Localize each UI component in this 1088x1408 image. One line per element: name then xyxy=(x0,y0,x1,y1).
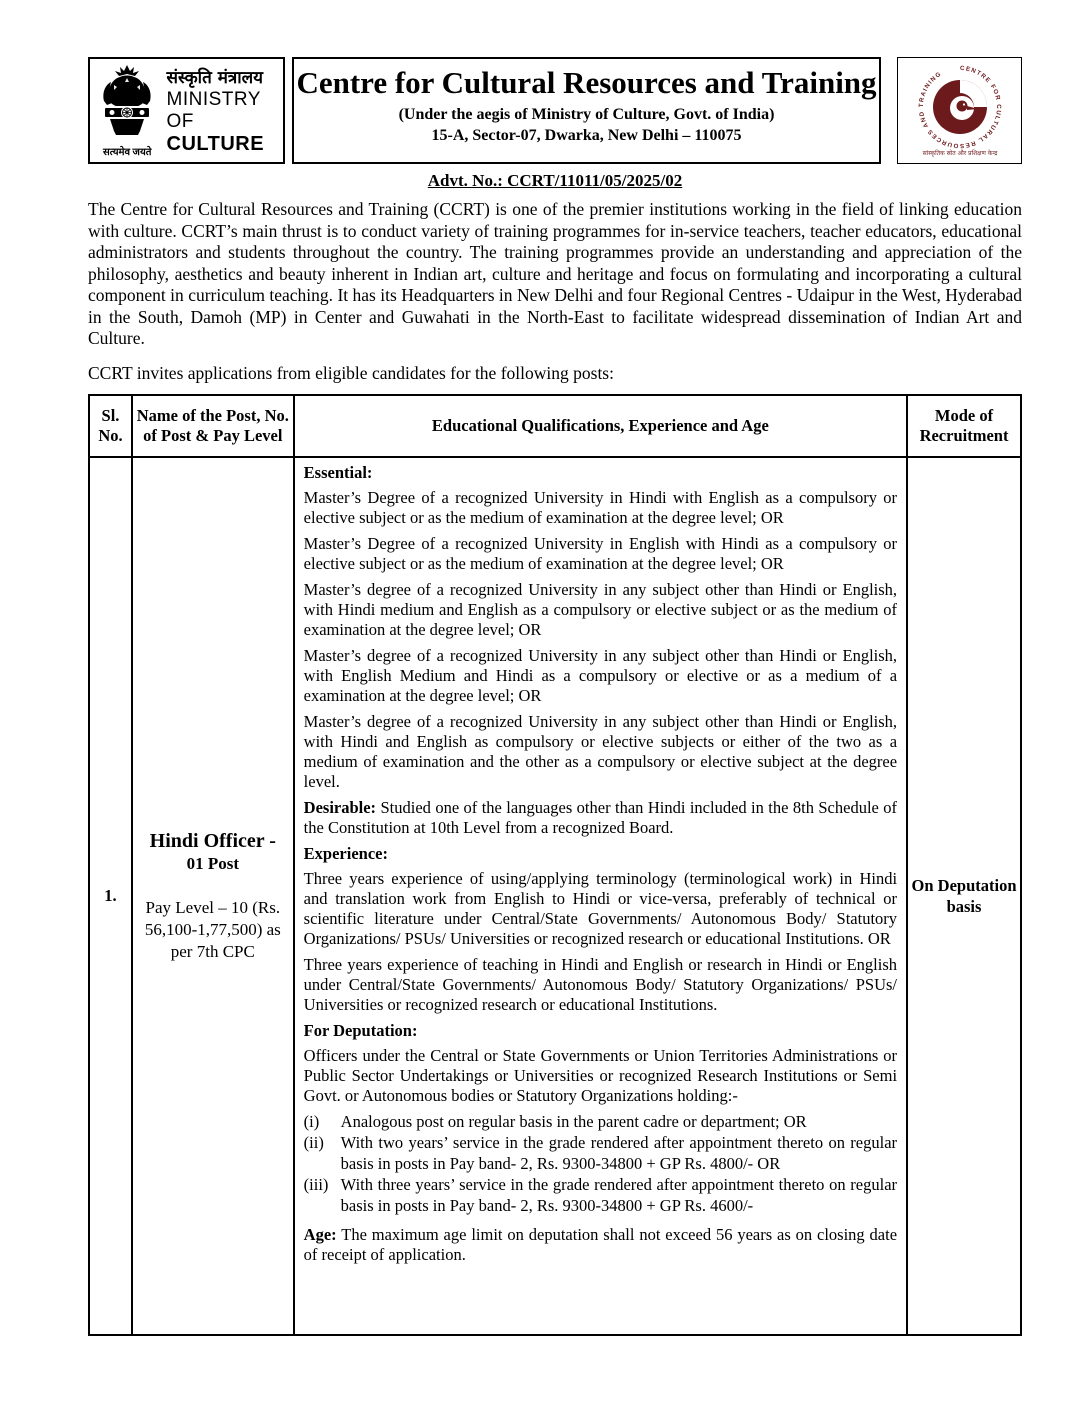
deputation-intro: Officers under the Central or State Governments or Union Territories Administrations or Public Sector Undertakings or Universities or recognized Research Institutions or Semi Govt. or Autonomous bodies or Statutory Organizations holding:- xyxy=(303,1045,898,1105)
ashoka-emblem-icon xyxy=(100,65,154,147)
intro-paragraph: The Centre for Cultural Resources and Training (CCRT) is one of the premier institutions working in the field of linking education with culture. CCRT’s main thrust is to conduct variety of training programmes for in-service teachers, teacher educators, educational administrators and students throughout the country. The training programmes provide an understanding and appreciation of the philosophy, aesthetics and beauty inherent in Indian art, culture and heritage and focus on formulating and incorporating a cultural component in curriculum teaching. It has its Headquarters in New Delhi and four Regional Centres - Udaipur in the West, Hyderabad in the South, Damoh (MP) in Center and Guwahati in the North-East to facilitate widespread dissemination of Indian Art and Culture. xyxy=(88,199,1022,348)
list-item-text: With two years’ service in the grade rendered after appointment thereto on regular basis in posts in Pay band- 2, Rs. 9300-34800 + GP Rs. 4800/- OR xyxy=(340,1133,898,1173)
list-item-text: With three years’ service in the grade rendered after appointment thereto on regular basis in posts in Pay band- 2, Rs. 9300-34800 + GP Rs. 4600/- xyxy=(340,1175,898,1215)
header-qualifications: Educational Qualifications, Experience and Age xyxy=(294,395,907,457)
list-item xyxy=(304,1133,897,1174)
emblem-motto: सत्यमेव जयते xyxy=(103,146,152,158)
ccrt-logo-block xyxy=(897,57,1022,164)
post-count: 01 Post xyxy=(186,853,240,873)
list-item-number: (ii) xyxy=(303,1133,324,1152)
ministry-block xyxy=(88,57,285,164)
ministry-name-line2: CULTURE xyxy=(166,133,265,155)
org-address: 15-A, Sector-07, Dwarka, New Delhi – 110075 xyxy=(431,127,742,144)
age-text: The maximum age limit on deputation shall not exceed 56 years as on closing date of receipt of application. xyxy=(303,1225,898,1264)
list-item-number: (iii) xyxy=(303,1175,329,1194)
svg-text:CENTRE FOR CULTURAL RESOURCES: CENTRE FOR CULTURAL RESOURCES AND TRAINING xyxy=(917,64,1002,149)
header-post-name: Name of the Post, No. of Post & Pay Level xyxy=(132,395,294,457)
table-row xyxy=(89,457,1021,1335)
essential-label: Essential: xyxy=(303,462,373,482)
document-page xyxy=(88,57,1022,1336)
experience-para: Three years experience of teaching in Hindi and English or research in Hindi or English under Central/State Governments/ Autonomous Body/ Statutory Organizations/ PSUs/ Universities or recognized research or educational Institutions. xyxy=(303,954,898,1014)
essential-para: Master’s degree of a recognized University in any subject other than Hindi or English, with Hindi medium and English as a compulsory or elective subject or as the medium of examination at the degree level; OR xyxy=(303,579,898,639)
cell-sl-no: 1. xyxy=(89,457,132,1335)
letterhead xyxy=(88,57,1022,164)
header-sl-no: Sl. No. xyxy=(89,395,132,457)
essential-para: Master’s degree of a recognized University in any subject other than Hindi or English, with Hindi and English as compulsory or elective subjects or either of the two as a medium of examination and the other as a compulsory or elective subject at the degree level. xyxy=(303,711,898,791)
deputation-list xyxy=(304,1112,897,1217)
age-para xyxy=(304,1225,897,1265)
cell-mode-of-recruitment: On Deputation basis xyxy=(907,457,1021,1335)
ccrt-logo-icon xyxy=(904,61,1016,161)
logo-bottom-text: सांस्कृतिक स्रोत और प्रशिक्षण केन्द्र xyxy=(922,149,997,157)
table-header-row xyxy=(89,395,1021,457)
deputation-label: For Deputation: xyxy=(303,1020,418,1040)
list-item-text: Analogous post on regular basis in the parent cadre or department; OR xyxy=(340,1111,807,1131)
experience-para: Three years experience of using/applying terminology (terminological work) in Hindi and translation work from English to Hindi or vice-versa, preferably of technical or scientific literature under Central/State Governments/ Autonomous Body/ Statutory Organizations/ PSUs/ Universities or recognized research or educational Institutions. OR xyxy=(303,868,898,948)
list-item xyxy=(304,1112,897,1133)
invite-line: CCRT invites applications from eligible candidates for the following posts: xyxy=(88,362,614,383)
experience-label: Experience: xyxy=(303,843,388,863)
list-item-number: (i) xyxy=(303,1111,320,1131)
ashoka-emblem xyxy=(96,65,159,159)
header-mode: Mode of Recruitment xyxy=(907,395,1021,457)
ministry-name-line1: MINISTRY OF xyxy=(166,89,261,132)
org-subtitle: (Under the aegis of Ministry of Culture, Govt. of India) xyxy=(398,106,775,123)
desirable-text: Studied one of the languages other than Hindi included in the 8th Schedule of the Constitution at 10th Level from a recognized Board. xyxy=(303,797,898,837)
desirable-label: Desirable: xyxy=(303,797,377,817)
ministry-name-hindi: संस्कृति मंत्रालय xyxy=(166,68,264,88)
ministry-name xyxy=(167,67,277,156)
essential-para: Master’s Degree of a recognized University in English with Hindi as a compulsory or elective subject or as the medium of examination at the degree level; OR xyxy=(303,533,898,573)
post-pay-level: Pay Level – 10 (Rs. 56,100-1,77,500) as per 7th CPC xyxy=(144,897,281,961)
essential-para: Master’s Degree of a recognized University in Hindi with English as a compulsory or elective subject or as the medium of examination at the degree level; OR xyxy=(303,487,898,527)
post-title: Hindi Officer - xyxy=(149,829,276,852)
list-item xyxy=(304,1175,897,1216)
posts-table xyxy=(88,394,1022,1336)
org-title-block xyxy=(292,57,881,164)
essential-para: Master’s degree of a recognized University in any subject other than Hindi or English, with English Medium and Hindi as a compulsory or elective or as a medium of a examination at the degree level; OR xyxy=(303,645,898,705)
cell-qualifications xyxy=(294,457,907,1335)
desirable-para xyxy=(304,798,897,838)
cell-post-name xyxy=(132,457,294,1335)
advt-number: Advt. No.: CCRT/11011/05/2025/02 xyxy=(427,171,683,190)
org-title: Centre for Cultural Resources and Training xyxy=(296,65,877,100)
age-label: Age: xyxy=(303,1225,337,1244)
